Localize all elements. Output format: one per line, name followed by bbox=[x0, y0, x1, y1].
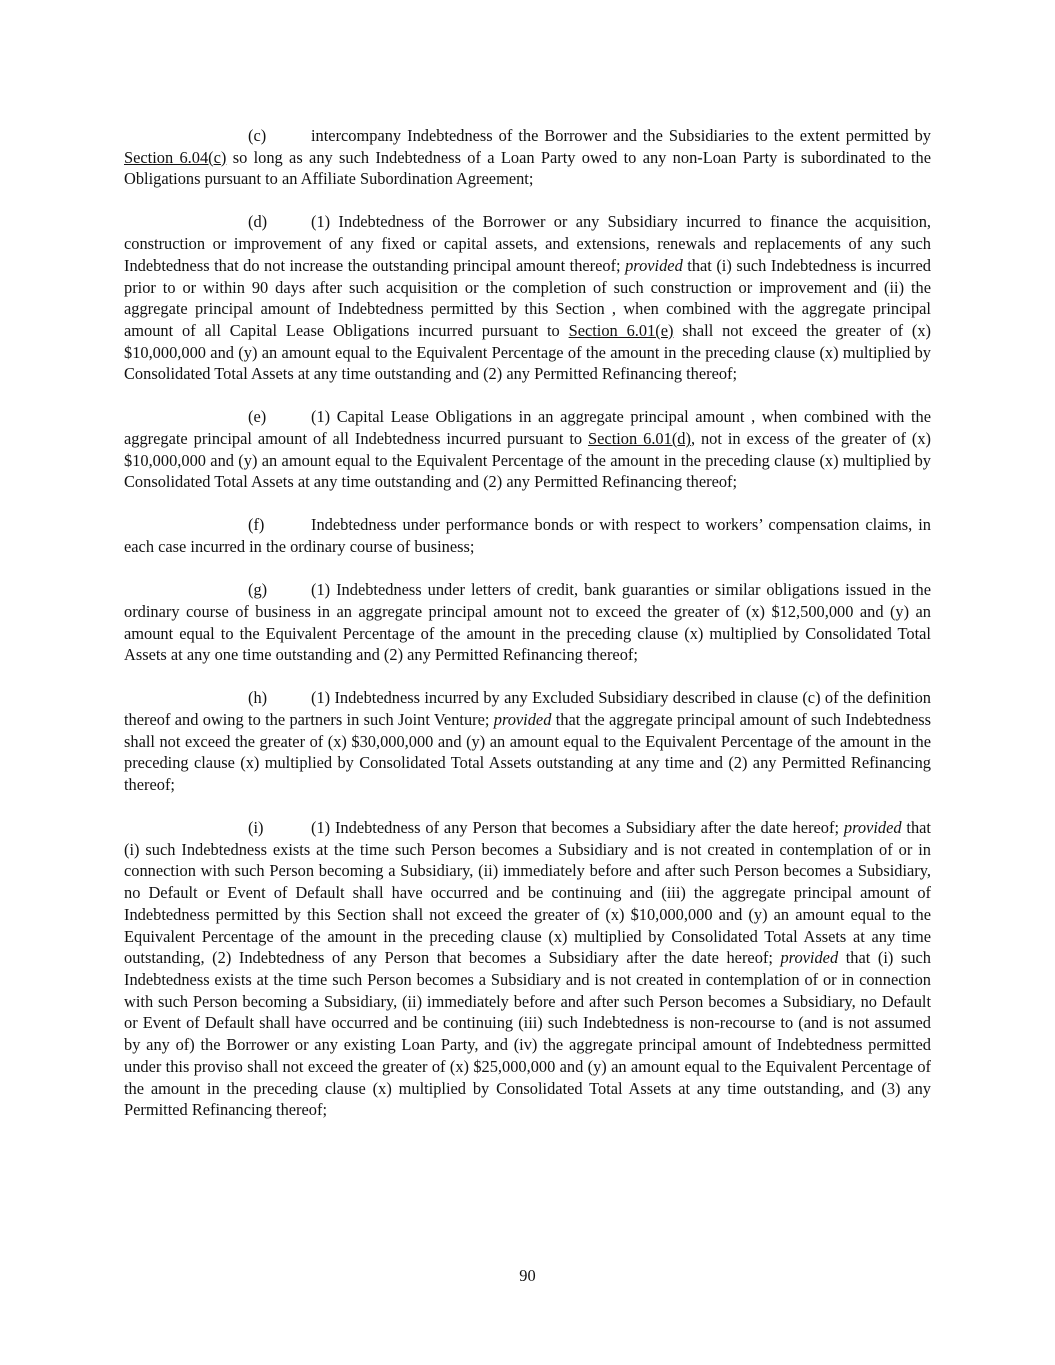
clause-label: (d) bbox=[248, 212, 268, 232]
clause-text: (1) Indebtedness of the Borrower or any Subsidiary incurred to finance the acquisition, construction or improvement of any fixed or capital assets, and extensions, renewals and replacements of any such Indebtedness that do not increase the outstanding principal amount thereof; bbox=[124, 212, 931, 275]
clause-label: (g) bbox=[248, 580, 268, 600]
proviso-term: provided bbox=[493, 709, 552, 729]
clause-label: (e) bbox=[248, 407, 267, 427]
clause-label: (f) bbox=[248, 515, 265, 535]
clause-text: (1) Indebtedness under letters of credit, bank guaranties or similar obligations issued in the ordinary course of business in an aggregate principal amount not to exceed the greater of (x) $12,500,000 and (y) an amount equal to the Equivalent Percentage of the amount in the preceding clause (x) multiplied by Consolidated Total Assets at any one time outstanding and (2) any Permitted Refinancing thereof; bbox=[124, 580, 931, 665]
document-body bbox=[124, 125, 931, 1121]
section-reference: Section 6.01(e) bbox=[568, 320, 674, 340]
proviso-term: provided bbox=[625, 255, 683, 275]
proviso-term: provided bbox=[843, 818, 902, 838]
clause-text: intercompany Indebtedness of the Borrower and the Subsidiaries to the extent permitted by bbox=[311, 126, 931, 145]
clause-f bbox=[124, 514, 931, 557]
clause-g bbox=[124, 579, 931, 666]
clause-e bbox=[124, 406, 931, 493]
section-reference: Section 6.04(c) bbox=[124, 147, 227, 167]
clause-text: so long as any such Indebtedness of a Loan Party owed to any non-Loan Party is subordinated to the Obligations pursuant to an Affiliate Subordination Agreement; bbox=[124, 147, 931, 189]
clause-label: (c) bbox=[248, 126, 267, 145]
clause-text: Indebtedness under performance bonds or with respect to workers’ compensation claims, in each case incurred in the ordinary course of business; bbox=[124, 515, 931, 557]
clause-label: (i) bbox=[248, 818, 264, 838]
clause-text: (1) Indebtedness incurred by any Excluded Subsidiary described in clause (c) of the definition thereof and owing to the partners in such Joint Venture; bbox=[124, 688, 931, 729]
clause-h bbox=[124, 687, 931, 796]
clause-text: that the aggregate principal amount of such Indebtedness shall not exceed the greater of (x) $30,000,000 and (y) an amount equal to the Equivalent Percentage of the amount in the preceding clause (x) multiplied by Consolidated Total Assets outstanding at any time and (2) any Permitted Refinancing thereof; bbox=[124, 709, 931, 795]
clause-text: , not in excess of the greater of (x) $10,000,000 and (y) an amount equal to the Equivalent Percentage of the amount in the preceding clause (x) multiplied by Consolidated Total Assets at any time outstanding and (2) any Permitted Refinancing thereof; bbox=[124, 429, 931, 492]
clause-text: (1) Capital Lease Obligations in an aggregate principal amount , when combined with the aggregate principal amount of all Indebtedness incurred pursuant to bbox=[124, 407, 931, 449]
clause-label: (h) bbox=[248, 688, 268, 708]
proviso-term: provided bbox=[780, 948, 839, 968]
clause-text: that (i) such Indebtedness exists at the time such Person becomes a Subsidiary and is not created in contemplation of or in connection with such Person becoming a Subsidiary, (ii) immediately before and after such Person becomes a Subsidiary, no Default or Event of Default shall have occurred and be continuing and (iii) the aggregate principal amount of Indebtedness permitted by this Section shall not exceed the greater of (x) $10,000,000 and (y) an amount equal to the Equivalent Percentage of the amount in the preceding clause (x) multiplied by Consolidated Total Assets at any time outstanding, (2) Indebtedness of any Person that becomes a Subsidiary after the date hereof; bbox=[124, 818, 931, 968]
clause-text: shall not exceed the greater of (x) $10,000,000 and (y) an amount equal to the Equivalent Percentage of the amount in the preceding clause (x) multiplied by Consolidated Total Assets at any time outstanding and (2) any Permitted Refinancing thereof; bbox=[124, 320, 931, 384]
section-reference: Section 6.01(d) bbox=[588, 429, 691, 449]
clause-text: (1) Indebtedness of any Person that becomes a Subsidiary after the date hereof; bbox=[311, 818, 844, 838]
clause-d bbox=[124, 211, 931, 385]
clause-text: that (i) such Indebtedness is incurred prior to or within 90 days after such acquisition or the completion of such construction or improvement and (ii) the aggregate principal amount of Indebtedness permitted by this Section , when combined with the aggregate principal amount of all Capital Lease Obligations incurred pursuant to bbox=[124, 255, 931, 340]
clause-i bbox=[124, 817, 931, 1121]
clause-text: that (i) such Indebtedness exists at the time such Person becomes a Subsidiary and is not created in contemplation of or in connection with such Person becoming a Subsidiary, (ii) immediately before and after such Person becomes a Subsidiary, no Default or Event of Default shall have occurred and be continuing (iii) such Indebtedness is non-recourse to (and is not assumed by any of) the Borrower or any existing Loan Party, and (iv) the aggregate principal amount of Indebtedness permitted under this proviso shall not exceed the greater of (x) $25,000,000 and (y) an amount equal to the Equivalent Percentage of the amount in the preceding clause (x) multiplied by Consolidated Total Assets at any time outstanding, and (3) any Permitted Refinancing thereof; bbox=[124, 948, 931, 1120]
clause-c bbox=[124, 125, 931, 190]
page-number: 90 bbox=[519, 1266, 536, 1285]
